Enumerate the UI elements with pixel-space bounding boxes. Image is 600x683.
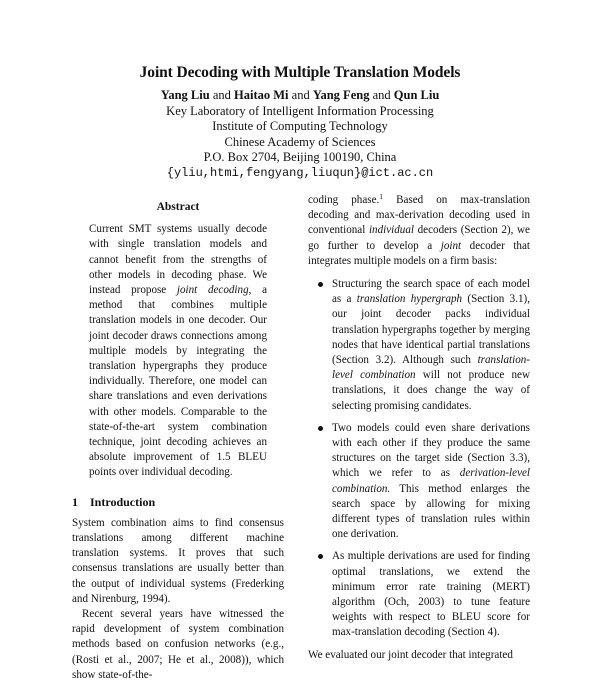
text-part: Two models could even share derivations with each other if they produce the same structures on the target side (Section 3.3), which we refer to as xyxy=(332,421,530,480)
abstract-text xyxy=(89,222,267,480)
abstract-heading: Abstract xyxy=(156,201,200,213)
author-name: Yang Liu xyxy=(160,88,210,102)
intro-paragraph-1: System combination aims to find consensus translations among different machine translation systems. It proves that such consensus translations are usually better than the output of individual systems (Frederking and Nirenburg, 1994). xyxy=(72,516,284,605)
text-part: (Section 3.1), our joint decoder packs individual translation hypergraphs together by merging nodes that have identical partial translations (Section 3.2). Although such xyxy=(332,293,530,367)
author-conjunction: and xyxy=(291,88,310,102)
bullet-icon xyxy=(318,426,323,431)
text-italic: translation hypergraph xyxy=(356,293,463,306)
bullet-icon xyxy=(318,554,323,559)
author-name: Qun Liu xyxy=(393,88,440,102)
footnote-mark: 1 xyxy=(379,192,384,201)
text-part: will not produce new translations, it does change the way of selecting promising candidates. xyxy=(332,369,530,412)
text-italic: joint xyxy=(440,239,462,252)
right-paragraph-trailing: We evaluated our joint decoder that integrated xyxy=(308,648,513,661)
section-number: 1 xyxy=(72,494,78,509)
text-part: decoder that integrates multiple models on a firm basis: xyxy=(308,239,530,267)
text-italic: derivation-level combination. xyxy=(332,467,530,495)
author-email: {yliu,htmi,fengyang,liuqun}@ict.ac.cn xyxy=(166,165,434,180)
right-paragraph-1 xyxy=(308,193,530,269)
text-part: coding phase. xyxy=(308,194,380,206)
text-part: As multiple derivations are used for finding optimal translations, we extend the minimum error rate training (MERT) algorithm (Och, 2003) to tune feature weights with respect to BLEU score for max-translation decoding (Section 4). xyxy=(332,550,530,639)
author-conjunction: and xyxy=(372,88,391,102)
left-column xyxy=(72,200,284,683)
text-part: Structuring the search space of each model as a xyxy=(332,278,530,306)
affiliation-line: Institute of Computing Technology xyxy=(212,119,388,133)
section-title: Introduction xyxy=(90,494,156,509)
abstract-text-italic: joint decoding xyxy=(176,284,249,297)
author-conjunction: and xyxy=(212,88,231,102)
author-names xyxy=(0,88,600,104)
abstract-text-part: , a method that combines multiple translation models in one decoder. Our joint decoder draws connections among multiple models by integrating the translation hypergraphs they produce individually. Therefore, one model can share translations and even derivations with other models. Comparable to the state-of-the-art system combination technique, joint decoding achieves an absolute improvement of 1.5 BLEU points over individual decoding. xyxy=(89,284,268,479)
text-part: This method enlarges the search space by allowing for mixing different types of translation rules within one derivation. xyxy=(332,482,530,541)
section-heading-introduction xyxy=(72,495,284,510)
list-item xyxy=(308,277,530,414)
list-item xyxy=(308,421,530,543)
text-italic: individual xyxy=(368,224,414,237)
author-name: Yang Feng xyxy=(312,88,370,102)
intro-paragraph-2: Recent several years have witnessed the rapid development of system combination methods based on confusion networks (e.g., (Rosti et al., 2007; He et al., 2008)), which show state-of-the- xyxy=(72,608,284,681)
right-column xyxy=(308,193,530,663)
contribution-list xyxy=(308,277,530,641)
paper-title: Joint Decoding with Multiple Translation Models xyxy=(139,64,461,81)
text-part: Based on max-translation decoding and max-derivation decoding used in conventional xyxy=(308,194,531,237)
affiliation-line: Key Laboratory of Intelligent Information Processing xyxy=(166,103,434,118)
text-part: decoders (Section 2), we go further to develop a xyxy=(308,224,530,252)
author-name: Haitao Mi xyxy=(234,88,289,102)
abstract-text-part: Current SMT systems usually decode with single translation models and cannot benefit from the strengths of other models in decoding phase. We instead propose xyxy=(89,223,267,297)
affiliation-line: P.O. Box 2704, Beijing 100190, China xyxy=(203,150,397,164)
list-item xyxy=(308,549,530,640)
affiliation-line: Chinese Academy of Sciences xyxy=(224,134,376,149)
text-italic: translation-level combination xyxy=(332,354,530,382)
bullet-icon xyxy=(318,282,323,287)
author-block xyxy=(0,88,600,181)
